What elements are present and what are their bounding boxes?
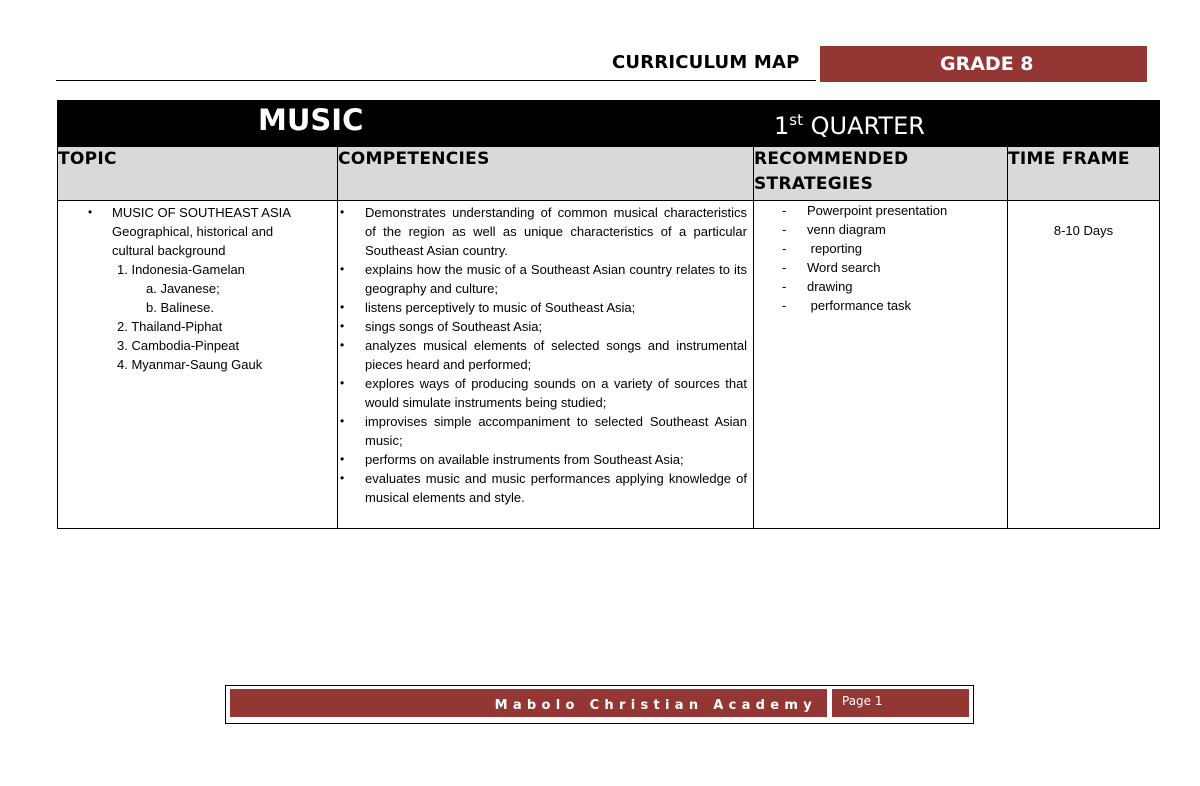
competency-text: evaluates music and music performances applying knowledge of musical elements and style. xyxy=(365,471,747,505)
table-row xyxy=(58,201,1160,529)
list-item xyxy=(340,203,747,260)
strategy-text: performance task xyxy=(807,298,912,313)
time-frame-value: 8-10 Days xyxy=(1053,223,1114,238)
col-header-strategies xyxy=(754,147,1008,201)
topic-heading-item xyxy=(88,203,329,222)
list-item xyxy=(340,374,747,412)
topic-item-thailand: 2. Thailand-Piphat xyxy=(117,319,223,334)
page-number-box xyxy=(832,689,969,717)
competency-text: improvises simple accompaniment to selected Southeast Asian music; xyxy=(365,414,747,448)
strategy-text: drawing xyxy=(807,279,853,294)
dash-marker: - xyxy=(782,222,787,237)
competency-text: listens perceptively to music of Southeast Asia; xyxy=(365,300,636,315)
topic-subitem-balinese: b. Balinese. xyxy=(146,300,214,315)
competencies-list xyxy=(340,203,747,507)
strategies-list xyxy=(782,201,1001,315)
competency-text: performs on available instruments from Southeast Asia; xyxy=(365,452,684,467)
list-item xyxy=(340,412,747,450)
bullet-icon: • xyxy=(340,262,345,276)
list-item xyxy=(340,336,747,374)
list-item xyxy=(340,469,747,507)
time-frame-cell xyxy=(1008,201,1160,529)
dash-marker: - xyxy=(782,279,787,294)
competency-text: explains how the music of a Southeast Asian country relates to its geography and culture; xyxy=(365,262,747,296)
competency-text: analyzes musical elements of selected songs and instrumental pieces heard and performed; xyxy=(365,338,747,372)
curriculum-table xyxy=(57,100,1160,529)
competency-text: explores ways of producing sounds on a variety of sources that would simulate instruments being studied; xyxy=(365,376,747,410)
competency-text: Demonstrates understanding of common musical characteristics of the region as well as unique characteristics of a particular Southeast Asian country. xyxy=(365,205,747,258)
list-item xyxy=(340,317,747,336)
header-rule xyxy=(56,80,816,81)
document-title: CURRICULUM MAP xyxy=(612,52,800,73)
topic-heading: MUSIC OF SOUTHEAST ASIA xyxy=(112,205,291,220)
bullet-icon: • xyxy=(340,414,345,428)
dash-marker: - xyxy=(782,203,787,218)
list-item xyxy=(782,277,1001,296)
col-header-competencies: COMPETENCIES xyxy=(338,147,754,201)
col-header-topic: TOPIC xyxy=(58,147,338,201)
competencies-cell xyxy=(338,201,754,529)
quarter-ordinal: 1 xyxy=(774,112,790,140)
subject-band xyxy=(58,101,1160,147)
bullet-icon: • xyxy=(340,300,345,314)
bullet-icon: • xyxy=(340,452,345,466)
topic-subitem-javanese: a. Javanese; xyxy=(146,281,220,296)
grade-badge xyxy=(820,46,1147,82)
col-header-strategies-line1: RECOMMENDED xyxy=(754,149,909,169)
strategy-text: Powerpoint presentation xyxy=(807,203,948,218)
dash-marker: - xyxy=(782,241,787,256)
quarter-title xyxy=(754,101,1160,147)
bullet-icon: • xyxy=(88,205,93,219)
bullet-icon: • xyxy=(340,338,345,352)
list-item xyxy=(782,258,1001,277)
bullet-icon: • xyxy=(340,376,345,390)
topic-item-indonesia: 1. Indonesia-Gamelan xyxy=(117,262,245,277)
list-item xyxy=(782,201,1001,220)
grade-label: GRADE 8 xyxy=(940,53,1034,75)
column-headers xyxy=(58,147,1160,201)
col-header-time-frame: TIME FRAME xyxy=(1008,147,1160,201)
topic-line: Geographical, historical and xyxy=(112,224,274,239)
subject-title: MUSIC xyxy=(58,101,754,147)
quarter-suffix: st xyxy=(789,111,803,129)
page-number: Page 1 xyxy=(842,694,883,708)
list-item xyxy=(782,220,1001,239)
list-item xyxy=(340,298,747,317)
bullet-icon: • xyxy=(340,205,345,219)
strategy-text: reporting xyxy=(807,241,862,256)
topic-line: cultural background xyxy=(112,243,226,258)
bullet-icon: • xyxy=(340,471,345,485)
topic-item-cambodia: 3. Cambodia-Pinpeat xyxy=(117,338,240,353)
quarter-word: QUARTER xyxy=(810,112,925,140)
school-name: Mabolo Christian Academy xyxy=(230,689,827,717)
col-header-strategies-line2: STRATEGIES xyxy=(754,174,874,194)
dash-marker: - xyxy=(782,298,787,313)
competency-text: sings songs of Southeast Asia; xyxy=(365,319,543,334)
topic-cell xyxy=(58,201,338,529)
topic-item-myanmar: 4. Myanmar-Saung Gauk xyxy=(117,357,263,372)
bullet-icon: • xyxy=(340,319,345,333)
list-item xyxy=(782,296,1001,315)
strategies-cell xyxy=(754,201,1008,529)
page-footer xyxy=(225,685,974,724)
strategy-text: venn diagram xyxy=(807,222,886,237)
list-item xyxy=(340,450,747,469)
list-item xyxy=(782,239,1001,258)
dash-marker: - xyxy=(782,260,787,275)
list-item xyxy=(340,260,747,298)
strategy-text: Word search xyxy=(807,260,881,275)
